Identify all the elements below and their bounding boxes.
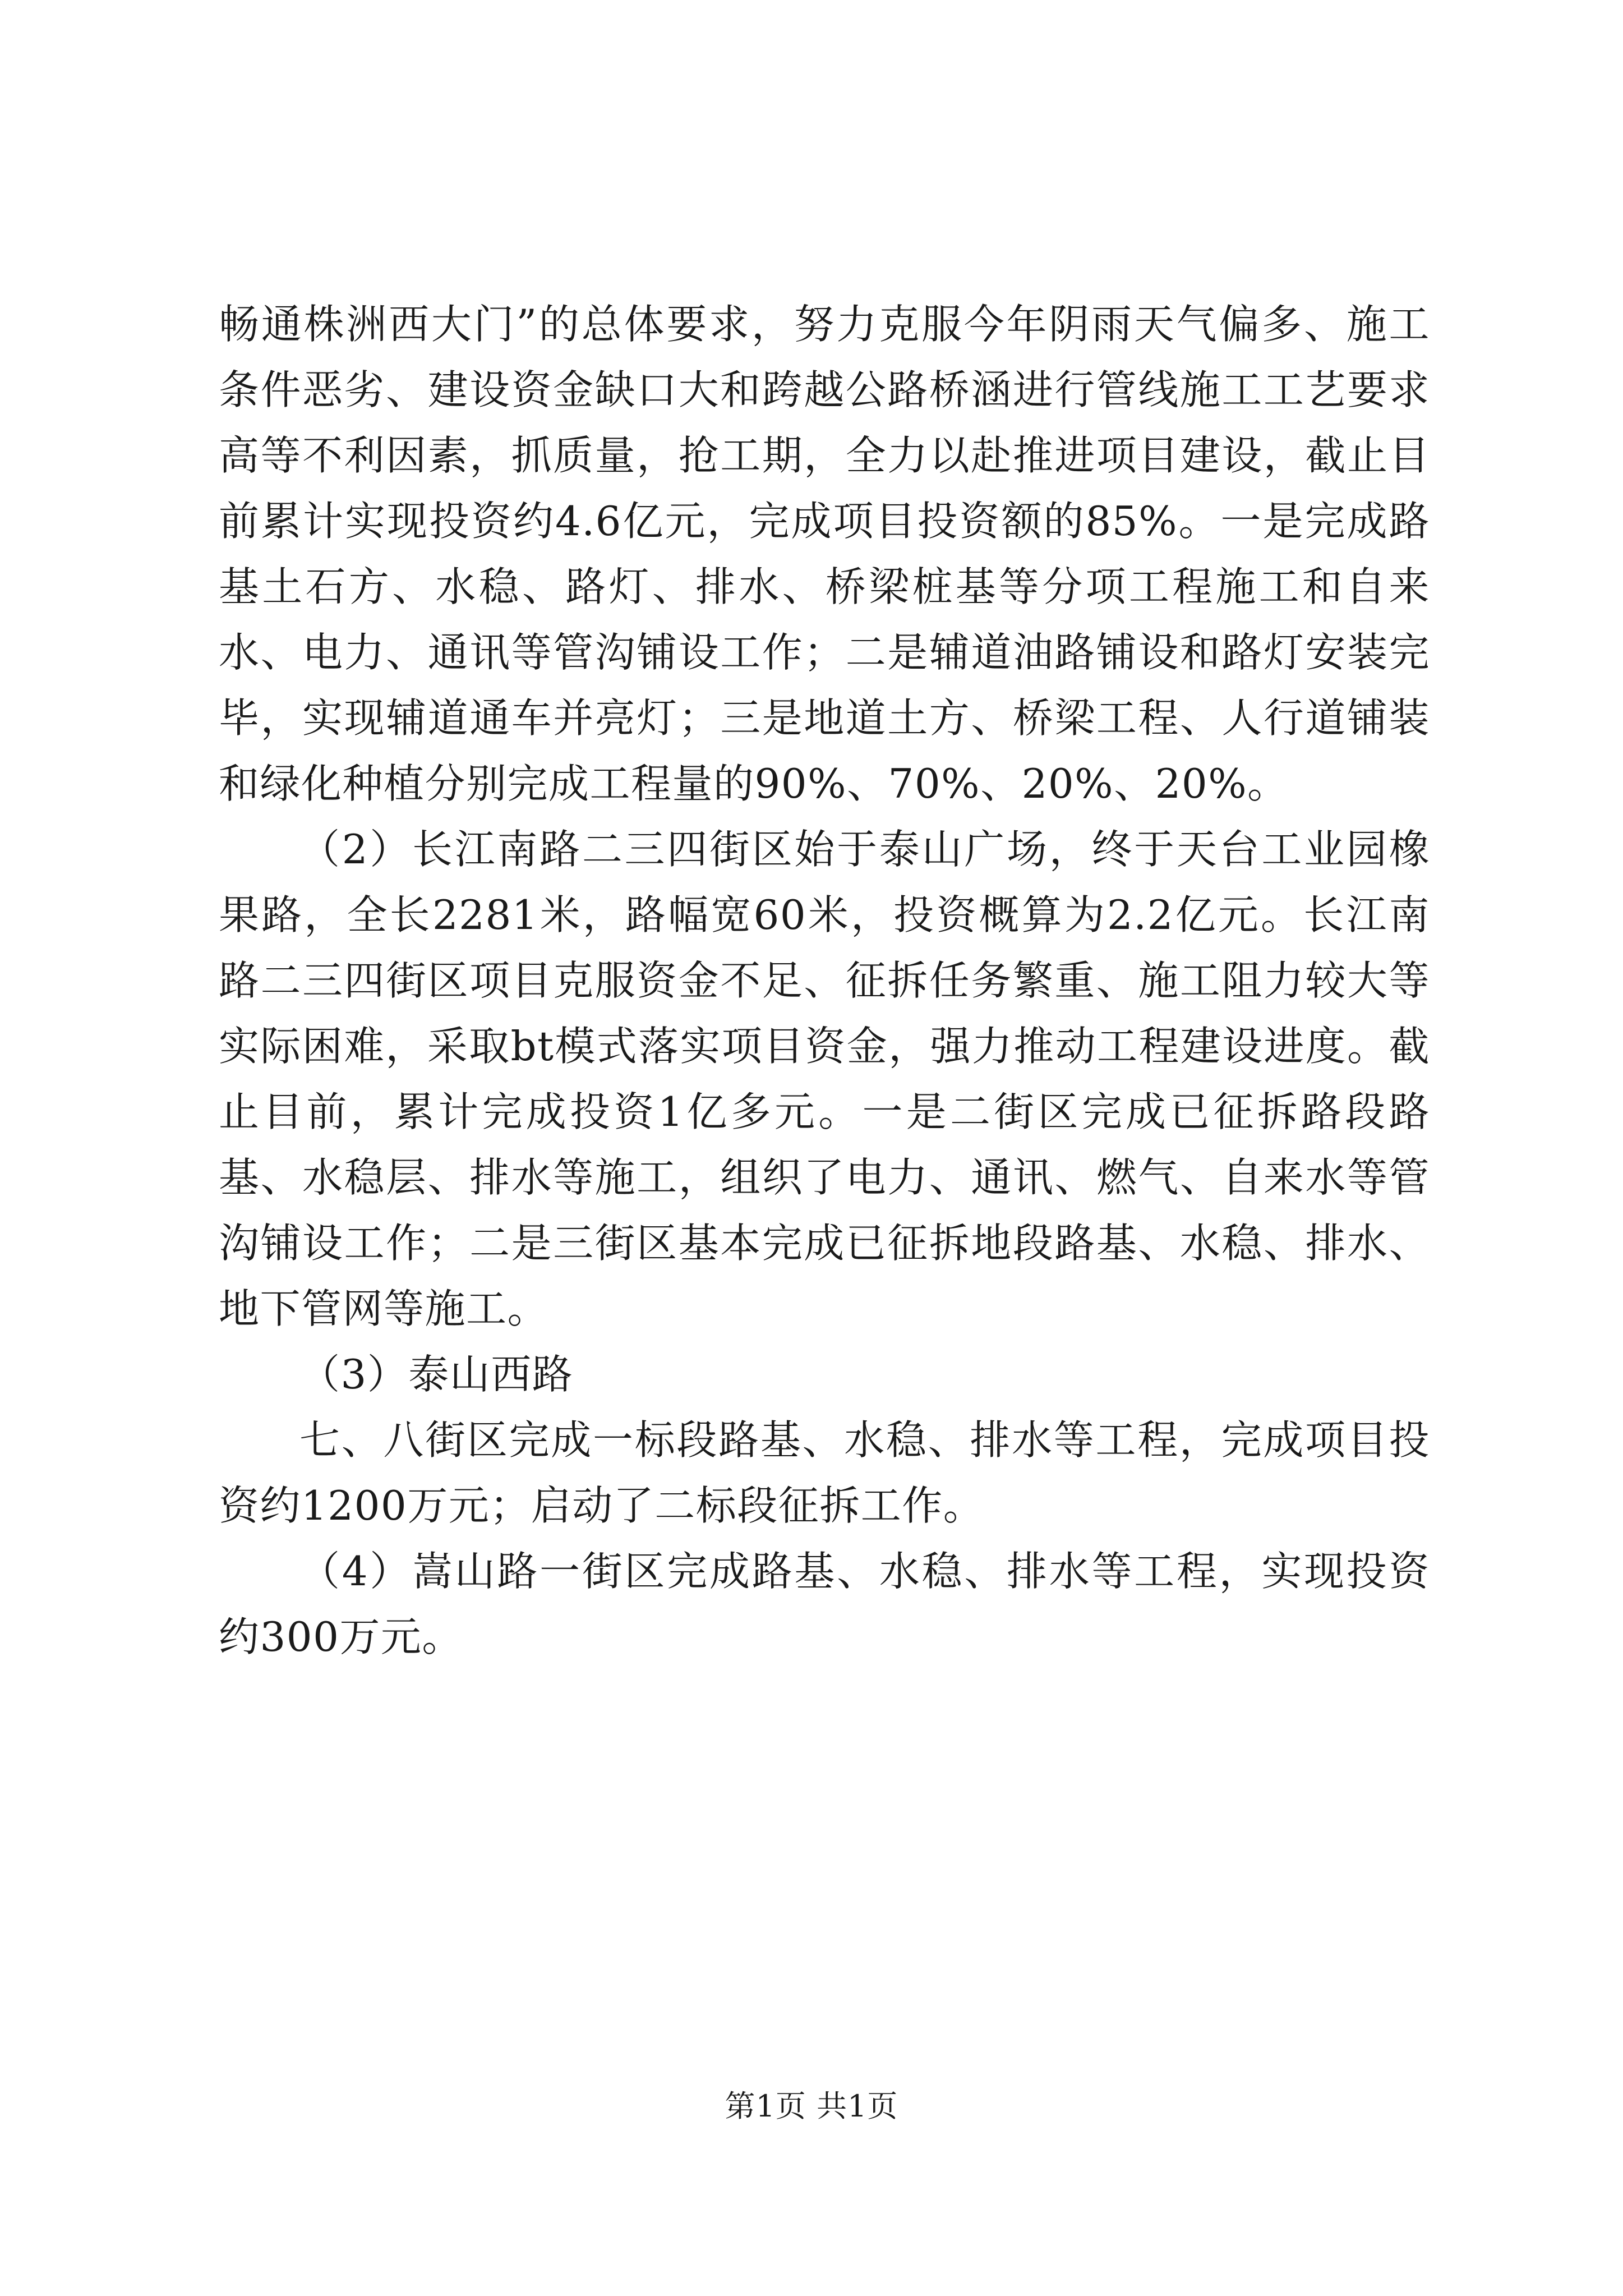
paragraph-continuation: 畅通株洲西大门”的总体要求，努力克服今年阴雨天气偏多、施工条件恶劣、建设资金缺口大和跨越公路桥涵进行管线施工工艺要求高等不利因素，抓质量，抢工期，全力以赴推进项目建设，截止目前累计实现投资约4.6亿元，完成项目投资额的85%。一是完成路基土石方、水稳、路灯、排水、桥梁桩基等分项工程施工和自来水、电力、通讯等管沟铺设工作；二是辅道油路铺设和路灯安装完毕，实现辅道通车并亮灯；三是地道土方、桥梁工程、人行道铺装和绿化种植分别完成工程量的90%、70%、20%、20%。 bbox=[219, 301, 1430, 807]
paragraph-taishan-west-road-detail: 七、八街区完成一标段路基、水稳、排水等工程，完成项目投资约1200万元；启动了二标段征拆工作。 bbox=[219, 1416, 1430, 1529]
page-footer: 第1页 共1页 bbox=[725, 2088, 898, 2124]
paragraph-changjiang-south-road: （2）长江南路二三四街区始于泰山广场，终于天台工业园橡果路，全长2281米，路幅宽60米，投资概算为2.2亿元。长江南路二三四街区项目克服资金不足、征拆任务繁重、施工阻力较大等实际困难，采取bt模式落实项目资金，强力推动工程建设进度。截止目前，累计完成投资1亿多元。一是二街区完成已征拆路段路基、水稳层、排水等施工，组织了电力、通讯、燃气、自来水等管沟铺设工作；二是三街区基本完成已征拆地段路基、水稳、排水、地下管网等施工。 bbox=[219, 826, 1430, 1332]
paragraph-taishan-west-road-heading: （3）泰山西路 bbox=[299, 1351, 574, 1398]
document-body bbox=[219, 292, 1430, 1670]
paragraph-songshan-road: （4）嵩山路一街区完成路基、水稳、排水等工程，实现投资约300万元。 bbox=[219, 1548, 1430, 1660]
